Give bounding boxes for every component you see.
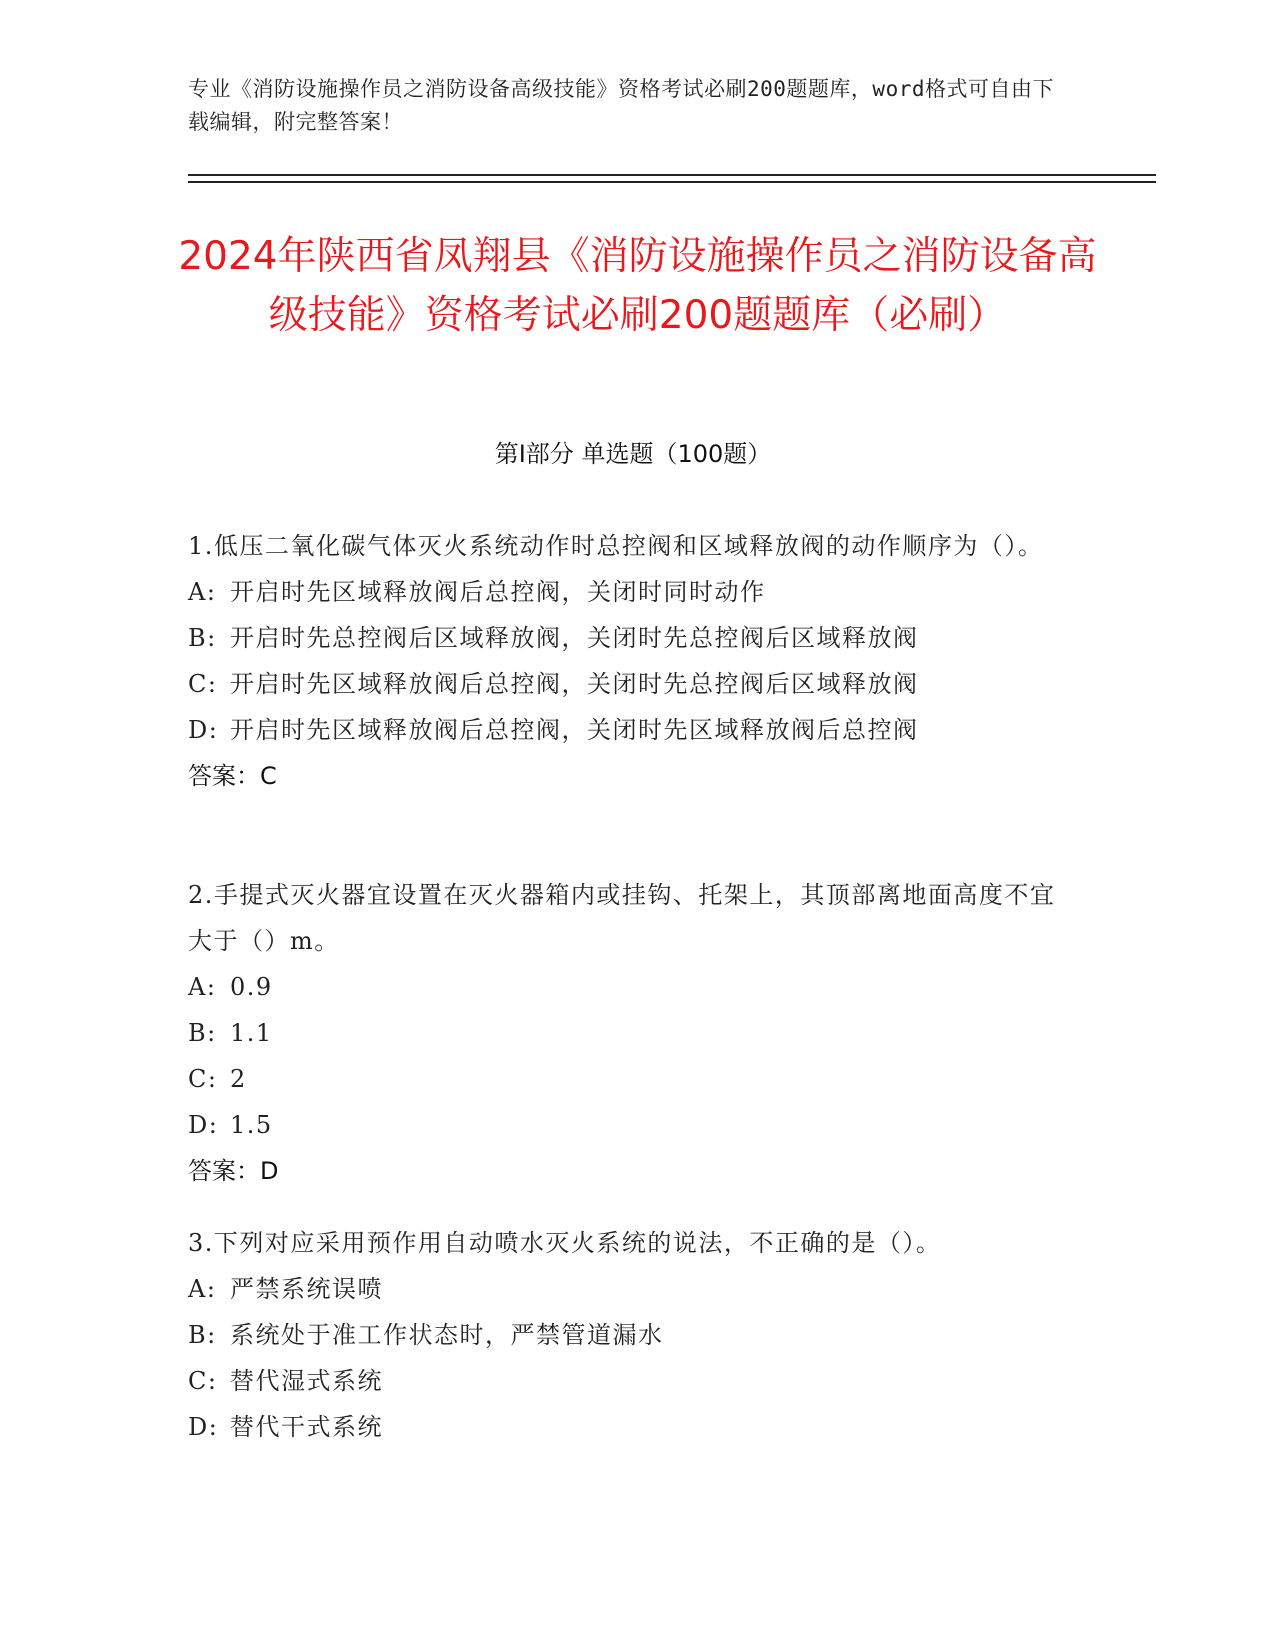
answer-line: 答案：C — [188, 762, 277, 790]
option-text: 严禁系统误喷 — [230, 1275, 383, 1303]
option-text: 1.5 — [230, 1111, 273, 1139]
option-c — [188, 1056, 1068, 1102]
option-a — [188, 569, 1068, 615]
option-d — [188, 707, 1068, 753]
option-text: 替代湿式系统 — [230, 1367, 383, 1395]
option-key: A: — [188, 578, 217, 606]
option-text: 2 — [230, 1065, 247, 1093]
option-c — [188, 661, 1068, 707]
option-text: 系统处于准工作状态时，严禁管道漏水 — [230, 1321, 664, 1349]
option-key: D: — [188, 1111, 219, 1139]
option-a — [188, 1266, 1068, 1312]
answer-line: 答案：D — [188, 1157, 279, 1185]
option-a — [188, 964, 1068, 1010]
question-stem: 3.下列对应采用预作用自动喷水灭火系统的说法，不正确的是（）。 — [188, 1229, 942, 1257]
document-title: 2024年陕西省凤翔县《消防设施操作员之消防设备高级技能》资格考试必刷200题题库（必刷） — [178, 234, 1097, 338]
option-text: 替代干式系统 — [230, 1413, 383, 1441]
option-key: D: — [188, 716, 219, 744]
option-key: A: — [188, 1275, 217, 1303]
question-2 — [188, 872, 1068, 1194]
option-key: B: — [188, 1321, 217, 1349]
option-text: 0.9 — [230, 973, 273, 1001]
option-key: C: — [188, 670, 218, 698]
option-key: A: — [188, 973, 217, 1001]
option-b — [188, 615, 1068, 661]
option-text: 开启时先区域释放阀后总控阀，关闭时先区域释放阀后总控阀 — [230, 716, 919, 744]
option-key: C: — [188, 1065, 218, 1093]
option-b — [188, 1010, 1068, 1056]
option-c — [188, 1358, 1068, 1404]
option-d — [188, 1102, 1068, 1148]
option-text: 开启时先区域释放阀后总控阀，关闭时同时动作 — [230, 578, 766, 606]
option-key: B: — [188, 624, 217, 652]
option-key: B: — [188, 1019, 217, 1047]
question-3 — [188, 1220, 1068, 1450]
option-text: 开启时先总控阀后区域释放阀，关闭时先总控阀后区域释放阀 — [230, 624, 919, 652]
question-stem: 1.低压二氧化碳气体灭火系统动作时总控阀和区域释放阀的动作顺序为（）。 — [188, 532, 1044, 560]
header-rule-bottom — [188, 181, 1156, 183]
option-key: C: — [188, 1367, 218, 1395]
section-heading: 第I部分 单选题（100题） — [494, 440, 772, 468]
option-d — [188, 1404, 1068, 1450]
option-key: D: — [188, 1413, 219, 1441]
option-text: 开启时先区域释放阀后总控阀，关闭时先总控阀后区域释放阀 — [230, 670, 919, 698]
option-b — [188, 1312, 1068, 1358]
question-stem: 2.手提式灭火器宜设置在灭火器箱内或挂钩、托架上，其顶部离地面高度不宜大于（）m。 — [188, 881, 1056, 955]
header-rule-top — [188, 174, 1156, 176]
option-text: 1.1 — [230, 1019, 273, 1047]
header-note: 专业《消防设施操作员之消防设备高级技能》资格考试必刷200题题库，word格式可自由下载编辑，附完整答案！ — [188, 77, 1054, 134]
question-1 — [188, 523, 1068, 799]
